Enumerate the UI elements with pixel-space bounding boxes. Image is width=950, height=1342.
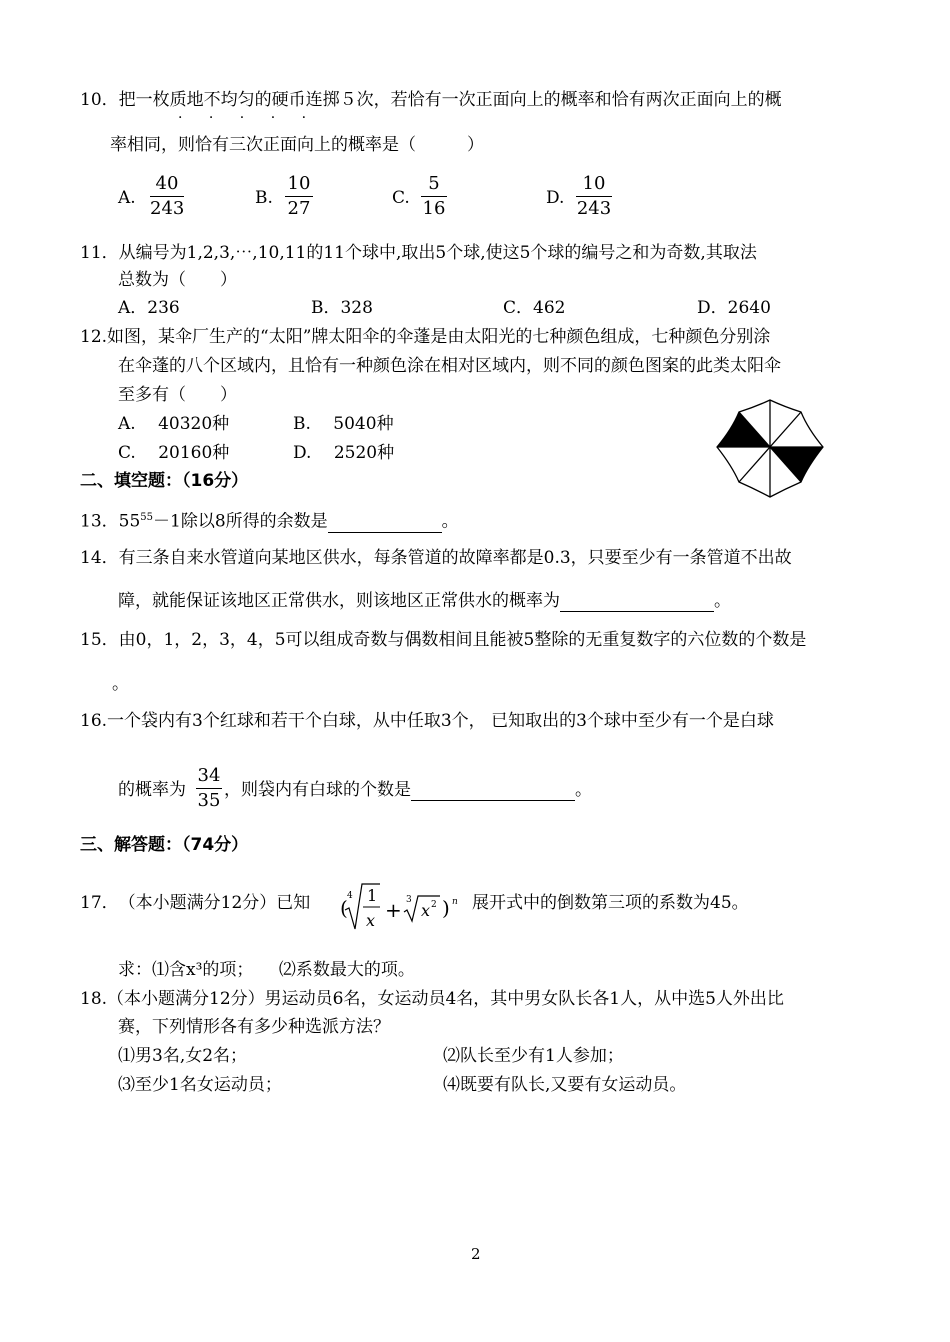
q11-choice-a: A．236 [118,298,180,318]
q16-pre: 的概率为 [118,780,186,800]
fraction-numerator: 10 [582,173,606,194]
q18-item-4: ⑷既要有队长,又要有女运动员。 [443,1075,687,1095]
q18-item-2: ⑵队长至少有1人参加； [443,1046,624,1066]
q12-line3: 至多有（ ） [118,385,237,405]
fraction-numerator: 34 [197,765,221,786]
q10-choice-d-fraction [576,173,612,220]
q17-ask: 求：⑴含x³的项； ⑵系数最大的项。 [118,960,415,980]
q13-answer-blank [328,514,442,533]
fraction-bar [285,196,313,197]
q10-line1: 10．把一枚质地不均匀的硬币连掷５次，若恰有一次正面向上的概率和恰有两次正面向上的概 [80,90,782,110]
q11-choice-d: D．2640 [697,298,771,318]
q15-line2: 。 [112,674,129,694]
q18-line2: 赛，下列情形各有多少种选派方法？ [118,1017,390,1037]
power-n: n [452,897,458,907]
q10-choice-d-label: D. [546,188,565,208]
q17-binomial-expression [340,876,462,938]
emphasis-dots: · · · · · [178,110,318,126]
fraction-bar [196,788,222,789]
umbrella-shaded-left [717,412,770,447]
fraction-numerator: 10 [287,173,311,194]
q11-line2: 总数为（ ） [118,270,237,290]
left-paren: ( [340,896,348,920]
root4-index: 4 [347,891,353,901]
q18-line1: 18.（本小题满分12分）男运动员6名，女运动员4名，其中男女队长各1人，从中选5人外出比 [80,989,784,1009]
q16-post [224,779,592,801]
q13-exponent: 55 [140,512,153,523]
q15-line1: 15．由0，1，2，3，4，5可以组成奇数与偶数相间且能被5整除的无重复数字的六位数的个数是 [80,630,807,650]
q18-item-3: ⑶至少1名女运动员； [118,1075,282,1095]
fraction-bar [421,196,447,197]
q16-line1: 16.一个袋内有3个红球和若干个白球，从中任取3个， 已知取出的3个球中至少有一个是白球 [80,711,774,731]
q16-fraction [196,765,222,812]
q14-answer-blank [560,593,714,612]
fraction-numerator: 40 [155,173,179,194]
q13-end: 。 [441,511,459,532]
fraction-one: 1 [367,886,378,905]
q17-suffix: 展开式中的倒数第三项的系数为45。 [472,893,749,913]
x-squared-base: x [421,901,431,920]
q12-choice-b: B. 5040种 [293,414,394,434]
q17-prefix: 17． （本小题满分12分）已知 [80,893,311,913]
q16-post-text: ，则袋内有白球的个数是 [224,780,411,800]
q14-line1: 14．有三条自来水管道向某地区供水，每条管道的故障率都是0.3，只要至少有一条管道不出故 [80,548,792,568]
fraction-denominator: 243 [150,198,185,219]
q11-line1: 11．从编号为1,2,3,⋯,10,11的11个球中,取出5个球,使这5个球的编号之和为奇数,其取法 [80,243,757,263]
q12-choice-d: D. 2520种 [293,443,395,463]
umbrella-figure [712,396,828,502]
fraction-denominator: 243 [576,198,612,219]
q13-suffix: －1除以8所得的余数是 [153,511,328,532]
root3-index: 3 [406,895,412,905]
q16-end: 。 [575,780,592,800]
q10-choice-c-fraction [421,173,447,220]
q11-choice-c: C．462 [503,298,566,318]
fraction-numerator: 5 [428,173,440,194]
umbrella-shaded-right [770,447,823,482]
q13-prefix: 13．55 [80,511,141,532]
fraction-denominator: 27 [287,198,311,219]
page-number: 2 [471,1245,481,1263]
section-2-heading: 二、填空题：（16分） [80,471,249,491]
section-3-heading: 三、解答题：（74分） [80,835,249,855]
q10-choice-b-label: B. [255,188,273,208]
fraction-bar [150,196,184,197]
q12-line1: 12.如图，某伞厂生产的“太阳”牌太阳伞的伞蓬是由太阳光的七种颜色组成，七种颜色分别涂 [80,327,771,347]
x-squared-exponent: 2 [431,900,437,910]
fraction-denominator: 16 [422,198,446,219]
q16-answer-blank [411,782,575,801]
fraction-denominator: 35 [197,790,221,811]
q10-choice-b-fraction [285,173,313,220]
q18-item-1: ⑴男3名,女2名； [118,1046,248,1066]
q10-choice-c-label: C. [392,188,410,208]
right-paren: ) [442,896,450,920]
q12-choice-c: C. 20160种 [118,443,230,463]
q10-choice-a-fraction [150,173,184,220]
q14-end: 。 [714,591,731,611]
plus-sign: + [385,898,402,922]
q12-choice-a: A. 40320种 [118,414,230,434]
q14-line2 [118,590,731,612]
q10-choice-a-label: A. [118,188,136,208]
q14-line2-text: 障，就能保证该地区正常供水，则该地区正常供水的概率为 [118,591,560,611]
q11-choice-b: B．328 [311,298,373,318]
q13 [80,507,459,533]
q10-line2: 率相同，则恰有三次正面向上的概率是（ ） [110,135,484,155]
fraction-x: x [366,911,376,930]
fraction-bar [576,196,612,197]
q12-line2: 在伞蓬的八个区域内，且恰有一种颜色涂在相对区域内，则不同的颜色图案的此类太阳伞 [118,356,781,376]
